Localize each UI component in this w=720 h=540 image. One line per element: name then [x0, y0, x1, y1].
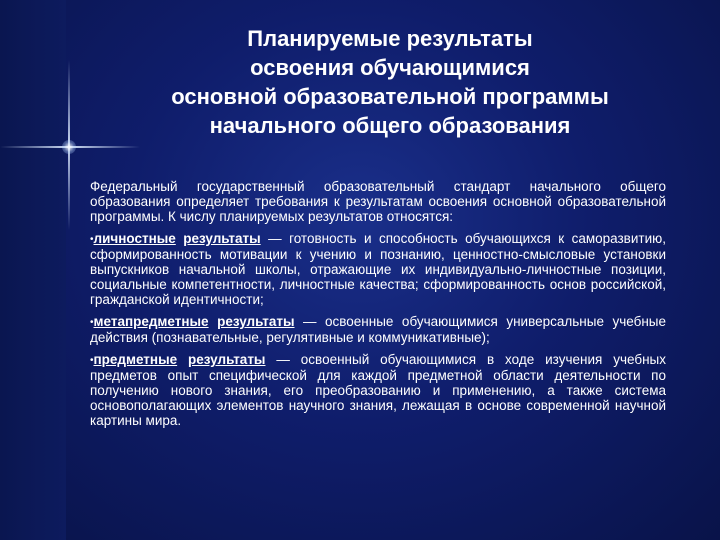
slide-body	[90, 179, 666, 435]
term-word-1: предметные	[93, 352, 178, 367]
item-text: — освоенный обучающимися в ходе изучения учебных предметов опыт специфической для каждой предметной области деятельности по получению нового знания, его преобразованию и применению, а также система основополагающих элементов научного знания, лежащая в основе современной научной картины мира.	[90, 352, 666, 428]
title-line-4: начального общего образования	[209, 113, 571, 138]
title-line-1: Планируемые результаты	[247, 26, 533, 51]
title-line-2: освоения обучающимися	[250, 55, 530, 80]
item-text: — готовность и способность обучающихся к саморазвитию, сформированность мотивации к учению и познанию, ценностно-смысловые установки выпускников начальной школы, отражающие их индивидуально-личностные позиции, социальные компетентности, личностные качества; сформированность основ российской, гражданской идентичности;	[90, 231, 666, 307]
title-line-3: основной образовательной программы	[171, 84, 609, 109]
item-text: — освоенные обучающимися универсальные учебные действия (познавательные, регулятивные и коммуникативные);	[90, 314, 666, 345]
list-item-subject-results	[90, 352, 666, 428]
list-item-personal-results	[90, 231, 666, 307]
intro-paragraph: Федеральный государственный образовательный стандарт начального общего образования определяет требования к результатам освоения основной образовательной программы. К числу планируемых результатов относятся:	[90, 179, 666, 224]
slide-title	[110, 24, 670, 140]
bullet-icon: •	[90, 317, 94, 328]
bullet-icon: •	[90, 234, 94, 245]
term-word-1: метапредметные	[93, 314, 209, 329]
left-decorative-band	[0, 0, 66, 540]
bullet-icon: •	[90, 355, 94, 366]
term-word-2: результаты	[217, 314, 295, 329]
list-item-metasubject-results	[90, 314, 666, 345]
term-word-1: личностные	[93, 231, 176, 246]
term-word-2: результаты	[188, 352, 266, 367]
term-word-2: результаты	[183, 231, 261, 246]
sparkle-star-icon	[62, 140, 76, 154]
